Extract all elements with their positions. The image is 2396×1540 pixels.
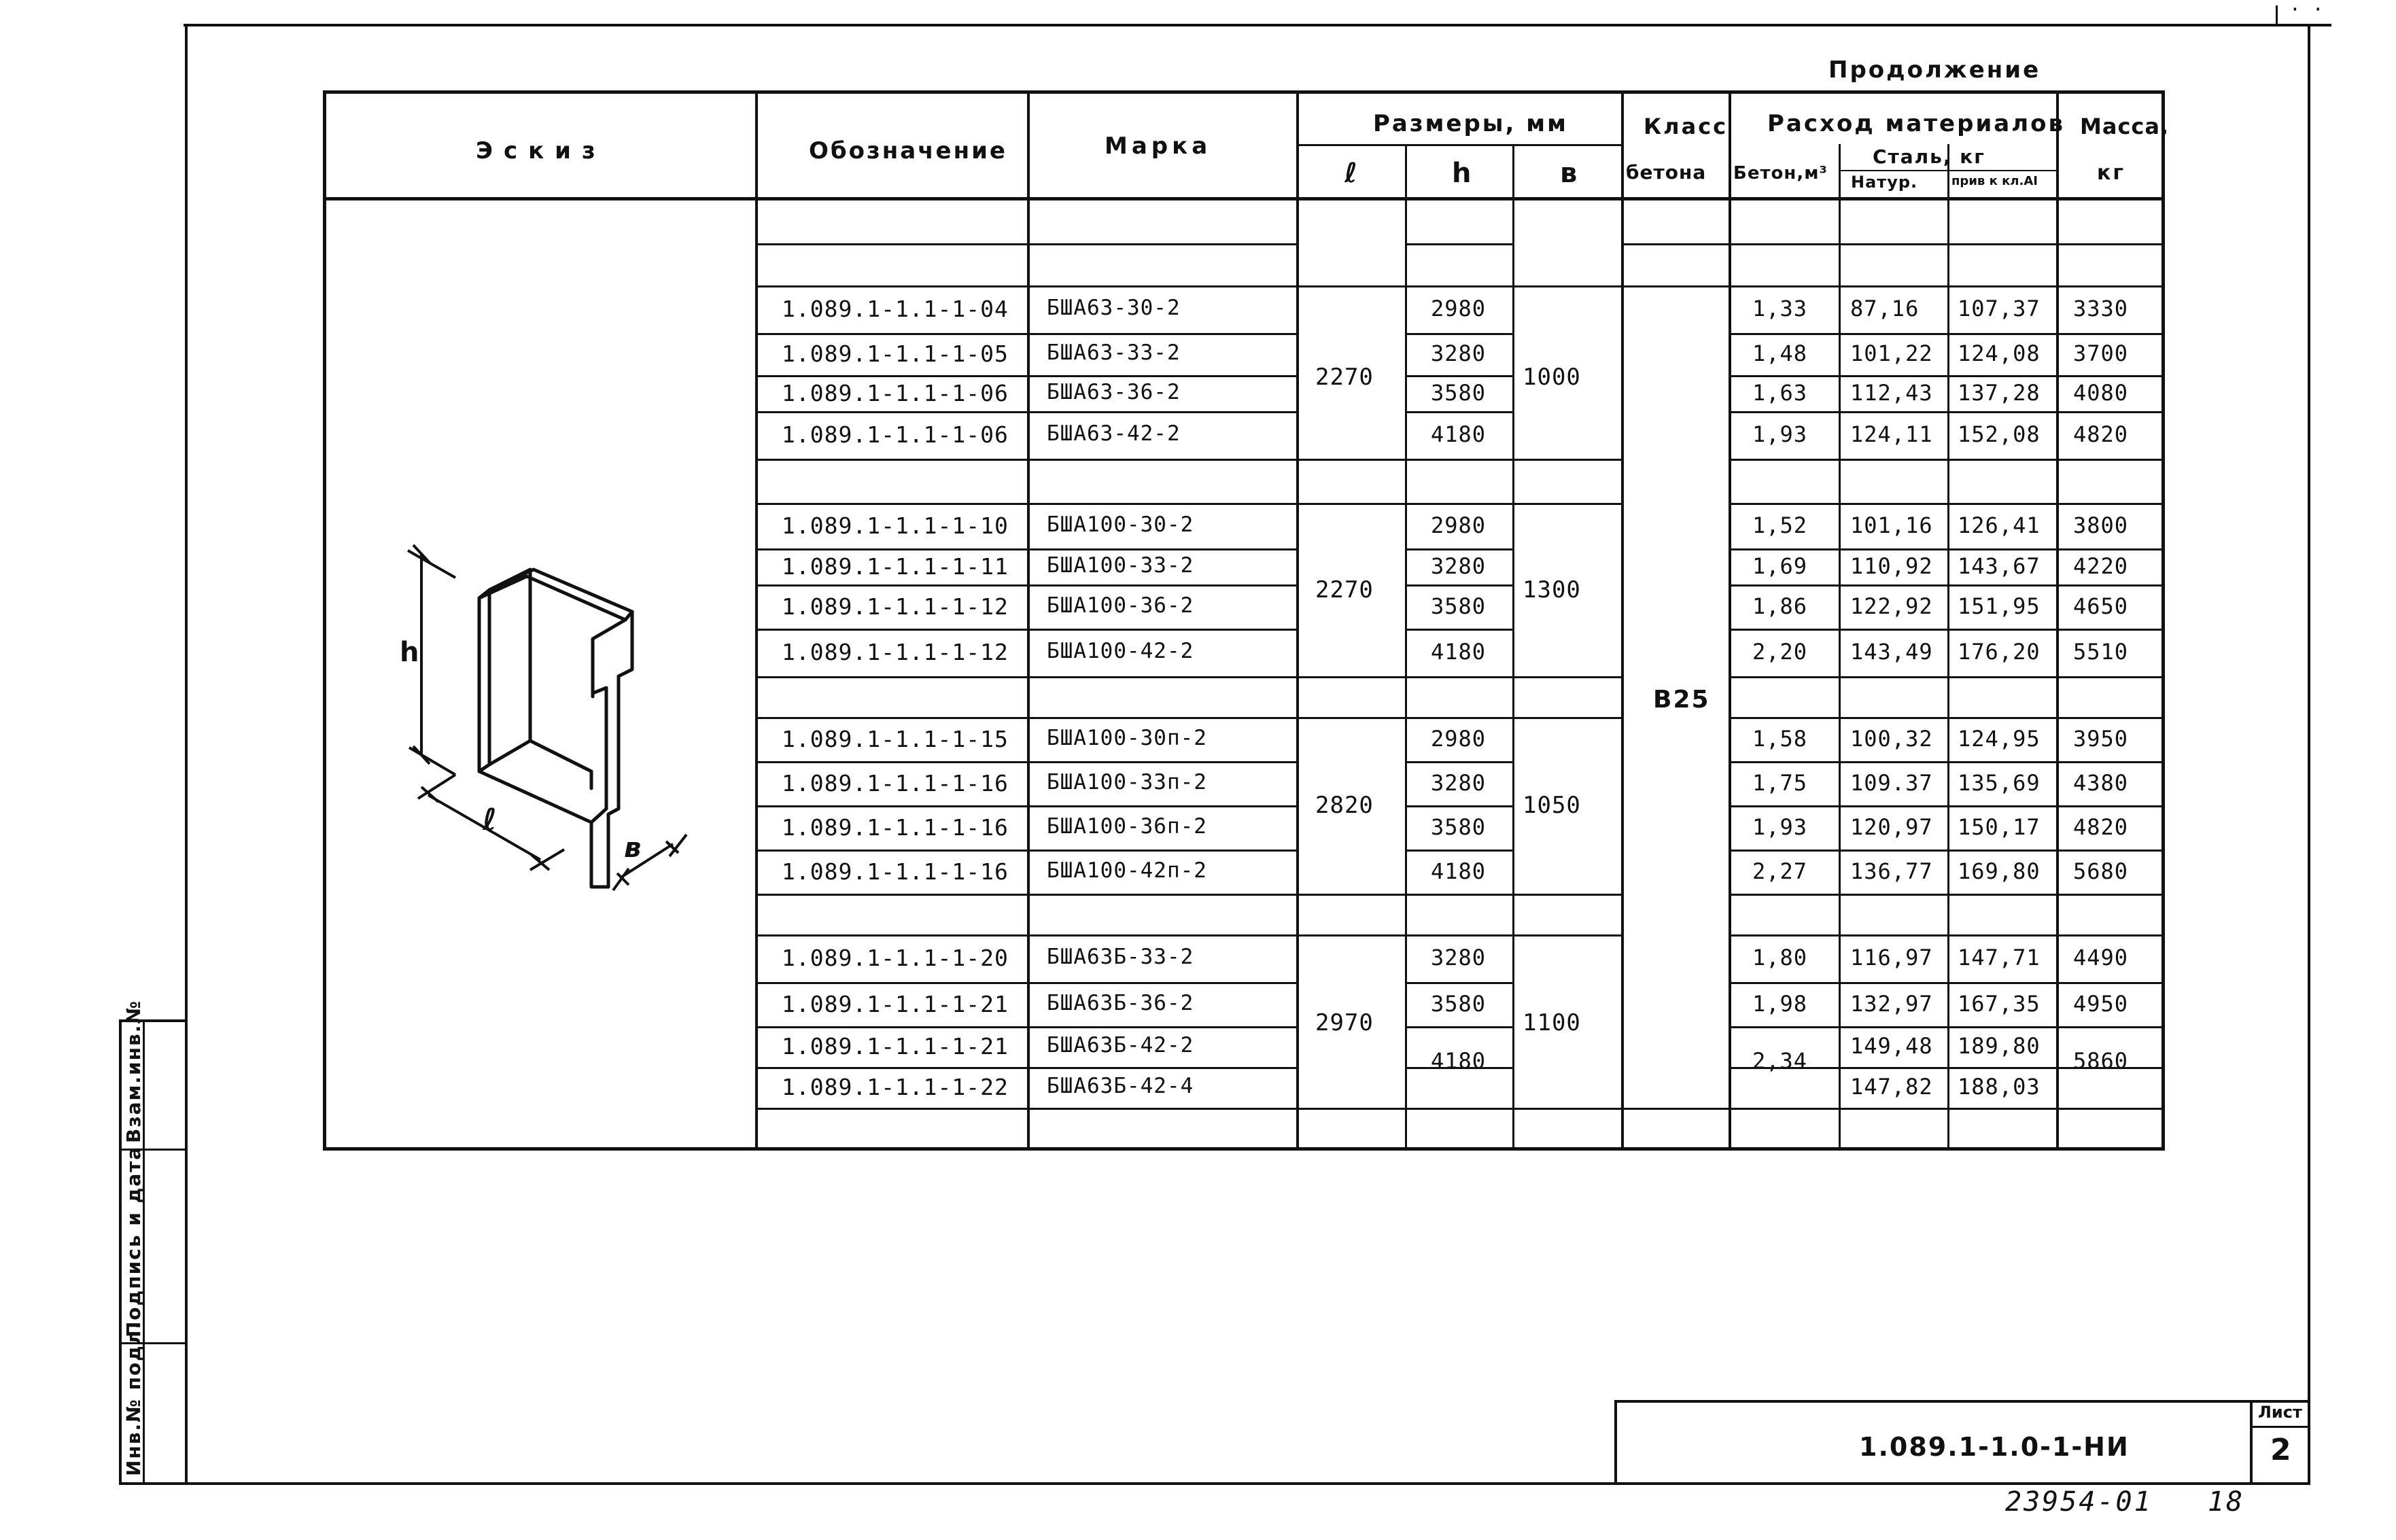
frame-corner-dots: · · — [2289, 0, 2324, 20]
height-cell: 4180 — [1431, 639, 1487, 665]
steel-priv-cell: 124,95 — [1958, 726, 2041, 752]
header-sketch: Эскиз — [476, 137, 606, 164]
concrete-cell: 1,69 — [1752, 553, 1808, 579]
designation-cell: 1.089.1-1.1-1-05 — [782, 340, 1009, 367]
row-rule — [1405, 584, 1512, 587]
steel-priv-cell: 188,03 — [1958, 1074, 2041, 1100]
height-cell: 2980 — [1431, 512, 1487, 538]
group-width-cell: 1050 — [1523, 792, 1581, 819]
designation-cell: 1.089.1-1.1-1-12 — [782, 593, 1009, 620]
row-rule — [1729, 411, 2164, 413]
concrete-cell: 2,34 — [1752, 1048, 1808, 1074]
row-rule — [1729, 805, 2164, 807]
frame-top — [184, 24, 2331, 27]
steel-nat-cell: 120,97 — [1850, 814, 1933, 840]
row-rule — [755, 629, 1299, 631]
mass-cell: 3330 — [2073, 296, 2129, 321]
mark-cell: БША100-42п-2 — [1047, 858, 1207, 883]
row-rule — [1729, 850, 2164, 852]
steel-priv-cell: 167,35 — [1958, 991, 2041, 1017]
mark-cell: БША63Б-42-2 — [1047, 1033, 1194, 1057]
group-rule — [1299, 894, 1405, 896]
mass-cell: 4220 — [2073, 553, 2129, 579]
frame-right — [2308, 24, 2310, 1485]
mark-cell: БША100-33п-2 — [1047, 770, 1207, 794]
steel-priv-cell: 150,17 — [1958, 814, 2041, 840]
designation-cell: 1.089.1-1.1-1-04 — [782, 296, 1009, 322]
sketch-drawing — [360, 530, 714, 897]
sheet-number: 2 — [2270, 1433, 2293, 1467]
mark-cell: БША100-30п-2 — [1047, 726, 1207, 750]
concrete-cell: 1,93 — [1752, 814, 1808, 840]
steel-nat-cell: 101,16 — [1850, 512, 1933, 538]
height-cell: 3580 — [1431, 991, 1487, 1017]
height-cell: 2980 — [1431, 726, 1487, 752]
row-rule — [1729, 243, 2164, 245]
header-dim-l: ℓ — [1344, 158, 1359, 189]
mass-cell: 4380 — [2073, 770, 2129, 796]
header-steel-nat: Натур. — [1851, 173, 1918, 192]
sketch-label-h: h — [400, 637, 421, 668]
mass-cell: 5680 — [2073, 858, 2129, 884]
height-cell: 3280 — [1431, 945, 1487, 970]
frame-left — [185, 24, 188, 1485]
row-rule — [1729, 285, 2164, 287]
mass-cell: 4490 — [2073, 945, 2129, 970]
row-rule — [1405, 375, 1512, 377]
row-rule — [755, 1026, 1299, 1028]
concrete-cell: 1,86 — [1752, 593, 1808, 619]
row-rule — [1729, 717, 2164, 719]
designation-cell: 1.089.1-1.1-1-12 — [782, 639, 1009, 665]
row-rule — [1405, 805, 1512, 807]
row-rule — [1405, 761, 1512, 763]
concrete-cell: 1,48 — [1752, 340, 1808, 366]
steel-nat-cell: 100,32 — [1850, 726, 1933, 752]
row-rule — [1729, 333, 2164, 335]
group-rule — [1514, 676, 1621, 678]
steel-nat-cell: 109.37 — [1850, 770, 1933, 796]
group-rule — [1514, 285, 1621, 287]
row-rule — [755, 285, 1299, 287]
group-rule — [1514, 894, 1621, 896]
height-cell: 3580 — [1431, 380, 1487, 406]
steel-priv-cell: 137,28 — [1958, 380, 2041, 406]
mark-cell: БША63-42-2 — [1047, 421, 1181, 446]
steel-priv-cell: 147,71 — [1958, 945, 2041, 970]
height-cell: 2980 — [1431, 296, 1487, 321]
row-rule — [755, 1149, 1299, 1151]
mass-cell: 5860 — [2073, 1048, 2129, 1074]
steel-nat-cell: 124,11 — [1850, 421, 1933, 447]
row-rule — [755, 243, 1299, 245]
steel-nat-cell: 149,48 — [1850, 1033, 1933, 1059]
group-width-cell: 1100 — [1523, 1009, 1581, 1036]
mark-cell: БША63-30-2 — [1047, 296, 1181, 320]
group-width-cell: 1300 — [1523, 576, 1581, 603]
group-rule — [1299, 717, 1405, 719]
steel-priv-cell: 169,80 — [1958, 858, 2041, 884]
concrete-cell: 2,20 — [1752, 639, 1808, 665]
group-length-cell: 2270 — [1315, 364, 1374, 391]
steel-priv-cell: 107,37 — [1958, 296, 2041, 321]
row-rule — [1729, 503, 2164, 505]
continuation-label: Продолжение — [1828, 56, 2041, 84]
sheet-label: Лист — [2258, 1403, 2302, 1422]
row-rule — [1405, 676, 1512, 678]
designation-cell: 1.089.1-1.1-1-16 — [782, 814, 1009, 841]
group-length-cell: 2270 — [1315, 576, 1374, 603]
row-rule — [755, 717, 1299, 719]
concrete-cell: 1,75 — [1752, 770, 1808, 796]
height-cell: 3280 — [1431, 770, 1487, 796]
row-rule — [755, 584, 1299, 587]
header-consumption: Расход материалов — [1767, 110, 2065, 137]
header-mass-2: кг — [2097, 161, 2126, 185]
row-rule — [1729, 676, 2164, 678]
concrete-cell: 1,63 — [1752, 380, 1808, 406]
row-rule — [1405, 243, 1512, 245]
stamp-vzam-inv: Взам.инв.№ — [122, 999, 145, 1143]
group-length-cell: 2970 — [1315, 1009, 1374, 1036]
steel-priv-cell: 189,80 — [1958, 1033, 2041, 1059]
steel-nat-cell: 116,97 — [1850, 945, 1933, 970]
mark-cell: БША63Б-33-2 — [1047, 945, 1194, 969]
stamp-inv-podl: Инв.№ подл. — [122, 1320, 145, 1476]
row-rule — [755, 761, 1299, 763]
height-cell: 4180 — [1431, 858, 1487, 884]
concrete-class-value: В25 — [1653, 686, 1710, 714]
concrete-cell: 1,33 — [1752, 296, 1808, 321]
concrete-cell: 1,58 — [1752, 726, 1808, 752]
steel-priv-cell: 143,67 — [1958, 553, 2041, 579]
mass-cell: 5510 — [2073, 639, 2129, 665]
row-rule — [1405, 333, 1512, 335]
steel-nat-cell: 87,16 — [1850, 296, 1920, 321]
group-rule — [1299, 285, 1405, 287]
row-rule — [1405, 629, 1512, 631]
header-steel-priv: прив к кл.АI — [1951, 174, 2038, 188]
class-rule — [1624, 285, 1729, 287]
group-length-cell: 2820 — [1315, 792, 1374, 819]
designation-cell: 1.089.1-1.1-1-20 — [782, 945, 1009, 971]
designation-cell: 1.089.1-1.1-1-21 — [782, 1033, 1009, 1060]
row-rule — [1729, 584, 2164, 587]
group-rule — [1299, 934, 1405, 937]
concrete-cell: 1,98 — [1752, 991, 1808, 1017]
header-designation: Обозначение — [809, 137, 1007, 164]
row-rule — [755, 333, 1299, 335]
designation-cell: 1.089.1-1.1-1-11 — [782, 553, 1009, 580]
mark-cell: БША63-33-2 — [1047, 340, 1181, 365]
steel-nat-cell: 136,77 — [1850, 858, 1933, 884]
steel-nat-cell: 143,49 — [1850, 639, 1933, 665]
steel-nat-cell: 110,92 — [1850, 553, 1933, 579]
steel-nat-cell: 147,82 — [1850, 1074, 1933, 1100]
mark-cell: БША100-36-2 — [1047, 593, 1194, 618]
row-rule — [755, 934, 1299, 937]
mark-cell: БША100-33-2 — [1047, 553, 1194, 578]
row-rule — [1729, 1026, 2164, 1028]
header-dimensions: Размеры, мм — [1373, 110, 1568, 137]
row-rule — [755, 982, 1299, 984]
designation-cell: 1.089.1-1.1-1-16 — [782, 770, 1009, 797]
row-rule — [1405, 1149, 1512, 1151]
row-rule — [755, 1067, 1299, 1069]
row-rule — [755, 548, 1299, 550]
mark-cell: БША100-36п-2 — [1047, 814, 1207, 839]
height-cell: 3280 — [1431, 340, 1487, 366]
group-rule — [1514, 717, 1621, 719]
class-rule — [1624, 243, 1729, 245]
row-rule — [1405, 459, 1512, 461]
title-code: 1.089.1-1.0-1-НИ — [1859, 1432, 2130, 1462]
row-rule — [1405, 850, 1512, 852]
mass-cell: 4080 — [2073, 380, 2129, 406]
row-rule — [755, 850, 1299, 852]
mass-cell: 3700 — [2073, 340, 2129, 366]
mark-cell: БША63Б-42-4 — [1047, 1074, 1194, 1098]
mark-cell: БША100-30-2 — [1047, 512, 1194, 537]
group-rule — [1514, 459, 1621, 461]
group-rule — [1299, 503, 1405, 505]
designation-cell: 1.089.1-1.1-1-10 — [782, 512, 1009, 539]
header-concrete-m3: Бетон,м³ — [1733, 163, 1828, 183]
steel-priv-cell: 126,41 — [1958, 512, 2041, 538]
mass-cell: 3800 — [2073, 512, 2129, 538]
designation-cell: 1.089.1-1.1-1-16 — [782, 858, 1009, 885]
row-rule — [1405, 285, 1512, 287]
designation-cell: 1.089.1-1.1-1-21 — [782, 991, 1009, 1017]
row-rule — [1405, 717, 1512, 719]
mass-cell: 4820 — [2073, 814, 2129, 840]
designation-cell: 1.089.1-1.1-1-06 — [782, 421, 1009, 448]
header-dim-b: в — [1560, 158, 1580, 189]
designation-cell: 1.089.1-1.1-1-06 — [782, 380, 1009, 406]
mass-cell: 4950 — [2073, 991, 2129, 1017]
designation-cell: 1.089.1-1.1-1-15 — [782, 726, 1009, 752]
row-rule — [755, 1108, 1299, 1110]
height-cell: 4180 — [1431, 421, 1487, 447]
header-steel: Сталь, кг — [1873, 145, 1985, 168]
group-rule — [1514, 934, 1621, 937]
mass-cell: 4650 — [2073, 593, 2129, 619]
archive-number: 23954-01 18 — [2005, 1486, 2245, 1518]
frame-bottom — [119, 1482, 2310, 1485]
header-mass-1: Масса, — [2080, 113, 2170, 139]
row-rule — [1729, 934, 2164, 937]
steel-nat-cell: 101,22 — [1850, 340, 1933, 366]
row-rule — [1405, 894, 1512, 896]
row-rule — [1405, 548, 1512, 550]
row-rule — [1729, 1108, 2164, 1110]
group-rule — [1299, 459, 1405, 461]
steel-nat-cell: 112,43 — [1850, 380, 1933, 406]
mark-cell: БША100-42-2 — [1047, 639, 1194, 663]
row-rule — [755, 375, 1299, 377]
row-rule — [755, 805, 1299, 807]
row-rule — [1729, 375, 2164, 377]
height-cell: 3580 — [1431, 593, 1487, 619]
steel-priv-cell: 176,20 — [1958, 639, 2041, 665]
row-rule — [755, 459, 1299, 461]
height-cell: 4180 — [1431, 1048, 1487, 1074]
row-rule — [1405, 411, 1512, 413]
row-rule — [1729, 982, 2164, 984]
row-rule — [1729, 761, 2164, 763]
group-rule — [1514, 503, 1621, 505]
row-rule — [1729, 459, 2164, 461]
row-rule — [1405, 934, 1512, 937]
mark-cell: БША63Б-36-2 — [1047, 991, 1194, 1015]
row-rule — [1729, 629, 2164, 631]
steel-nat-cell: 132,97 — [1850, 991, 1933, 1017]
steel-priv-cell: 124,08 — [1958, 340, 2041, 366]
row-rule — [755, 676, 1299, 678]
group-rule — [1299, 676, 1405, 678]
frame-corner-tick — [2276, 5, 2278, 24]
height-cell: 3280 — [1431, 553, 1487, 579]
steel-priv-cell: 135,69 — [1958, 770, 2041, 796]
row-rule — [755, 503, 1299, 505]
steel-priv-cell: 151,95 — [1958, 593, 2041, 619]
row-rule — [1405, 503, 1512, 505]
height-cell: 3580 — [1431, 814, 1487, 840]
mass-cell: 4820 — [2073, 421, 2129, 447]
concrete-cell: 1,93 — [1752, 421, 1808, 447]
row-rule — [1729, 894, 2164, 896]
concrete-cell: 2,27 — [1752, 858, 1808, 884]
sketch-label-b: в — [624, 833, 644, 864]
stamp-podpis-data: Подпись и дата — [122, 1145, 145, 1337]
header-mark: Марка — [1105, 133, 1212, 160]
group-rule — [1299, 1108, 1405, 1110]
group-rule — [1514, 1108, 1621, 1110]
row-rule — [1405, 982, 1512, 984]
steel-nat-cell: 122,92 — [1850, 593, 1933, 619]
row-rule — [1729, 548, 2164, 550]
mark-cell: БША63-36-2 — [1047, 380, 1181, 404]
sketch-label-l: ℓ — [483, 803, 499, 837]
class-rule — [1624, 1108, 1729, 1110]
header-class-2: бетона — [1626, 161, 1707, 183]
row-rule — [755, 411, 1299, 413]
row-rule — [755, 894, 1299, 896]
mass-cell: 3950 — [2073, 726, 2129, 752]
row-rule — [1405, 1108, 1512, 1110]
header-dim-h: h — [1452, 158, 1474, 189]
row-rule — [1405, 1026, 1512, 1028]
header-class-1: Класс — [1644, 113, 1729, 139]
row-rule — [1729, 1149, 2164, 1151]
concrete-cell: 1,52 — [1752, 512, 1808, 538]
designation-cell: 1.089.1-1.1-1-22 — [782, 1074, 1009, 1100]
concrete-cell: 1,80 — [1752, 945, 1808, 970]
group-width-cell: 1000 — [1523, 364, 1581, 391]
steel-priv-cell: 152,08 — [1958, 421, 2041, 447]
